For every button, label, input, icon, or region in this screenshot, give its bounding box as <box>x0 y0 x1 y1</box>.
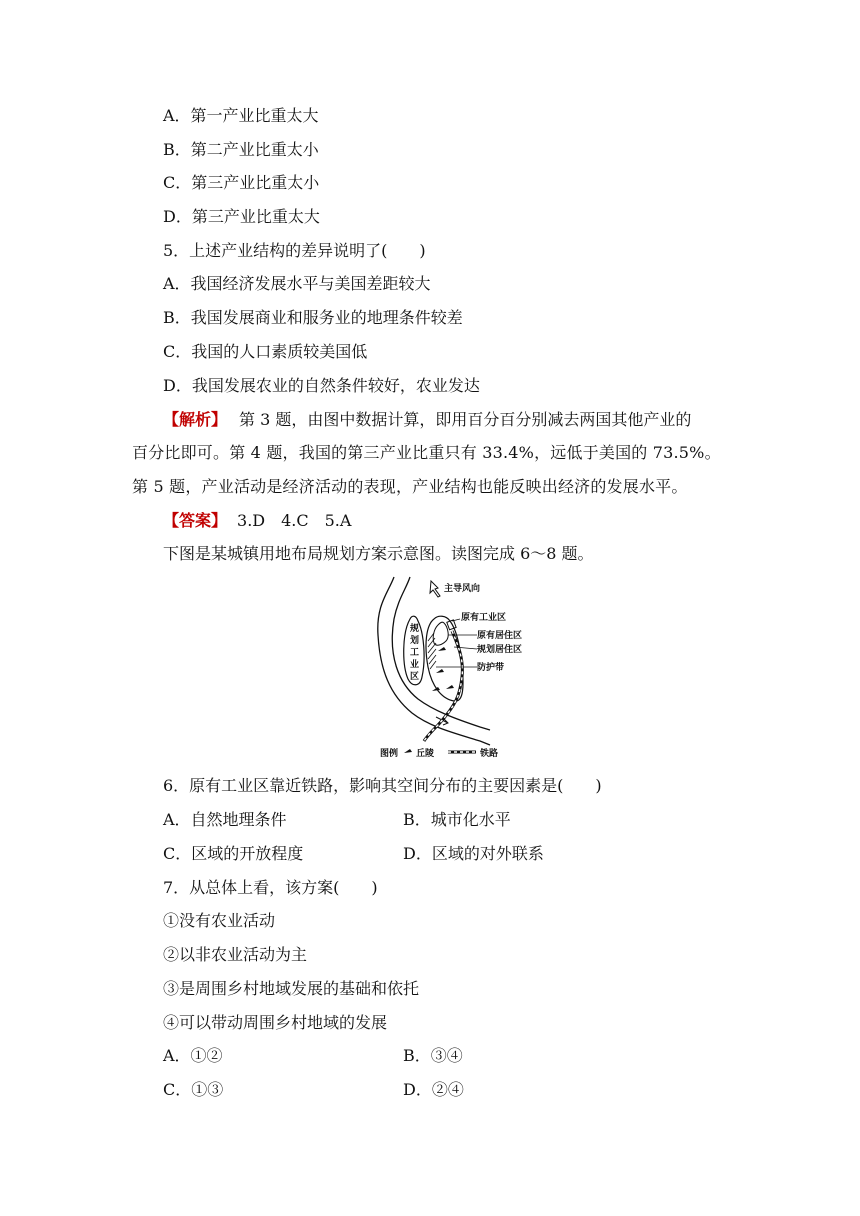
q6-option-a: A．自然地理条件 <box>163 810 287 829</box>
legend-hill-label: 丘陵 <box>416 749 435 759</box>
answer-line <box>163 510 351 532</box>
planned-industry-char-1: 规 <box>410 624 420 634</box>
q4-option-a: A．第一产业比重太大 <box>163 106 319 125</box>
q7-item-2: ②以非农业活动为主 <box>163 945 308 964</box>
old-residential-zone <box>433 622 448 645</box>
q7-item-3: ③是周围乡村地域发展的基础和依托 <box>163 979 420 998</box>
q5-stem: 5．上述产业结构的差异说明了( ) <box>163 241 426 260</box>
q7-stem: 7．从总体上看，该方案( ) <box>163 878 378 897</box>
q6-option-b: B．城市化水平 <box>403 810 511 829</box>
planned-industry-char-4: 业 <box>410 660 420 670</box>
analysis-text-1: 第 3 题，由图中数据计算，即用百分百分别减去两国其他产业的 <box>239 410 692 429</box>
river-bank-inner <box>392 577 490 730</box>
hill-icons <box>432 647 454 691</box>
analysis-line-3: 第 5 题，产业活动是经济活动的表现，产业结构也能反映出经济的发展水平。 <box>132 477 688 496</box>
planned-industry-char-5: 区 <box>410 672 420 682</box>
q7-option-a: A．①② <box>163 1046 223 1065</box>
q4-option-d: D．第三产业比重太大 <box>163 207 320 226</box>
q7-option-b: B．③④ <box>403 1046 463 1065</box>
q6-stem: 6．原有工业区靠近铁路，影响其空间分布的主要因素是( ) <box>163 776 602 795</box>
q7-option-d: D．②④ <box>403 1080 464 1099</box>
old-industry-zone <box>447 620 456 630</box>
wind-label: 主导风向 <box>444 584 481 594</box>
q5-option-a: A．我国经济发展水平与美国差距较大 <box>163 274 431 293</box>
q5-option-b: B．我国发展商业和服务业的地理条件较差 <box>163 308 463 327</box>
land-use-map <box>372 575 522 761</box>
answer-text: 3.D 4.C 5.A <box>237 511 352 530</box>
q7-item-1: ①没有农业活动 <box>163 911 276 930</box>
q5-option-c: C．我国的人口素质较美国低 <box>163 342 368 361</box>
buffer-zone-hatch <box>428 633 436 669</box>
old-residential-label: 原有居住区 <box>477 631 522 641</box>
q5-option-d: D．我国发展农业的自然条件较好，农业发达 <box>163 376 480 395</box>
answer-tag: 【答案】 <box>163 511 228 530</box>
legend-hill-icon <box>404 749 412 753</box>
planned-residential-zone <box>426 616 463 701</box>
q4-option-c: C．第三产业比重太小 <box>163 173 320 192</box>
q4-option-b: B．第二产业比重太小 <box>163 140 319 159</box>
wind-arrow-icon <box>430 581 440 597</box>
buffer-label: 防护带 <box>477 663 505 673</box>
analysis-tag: 【解析】 <box>163 410 228 429</box>
q6-option-c: C．区域的开放程度 <box>163 844 304 863</box>
planned-residential-label: 规划居住区 <box>477 645 522 655</box>
old-industry-label: 原有工业区 <box>461 613 507 623</box>
q6-option-d: D．区域的对外联系 <box>403 844 544 863</box>
planned-industry-char-2: 划 <box>410 636 420 646</box>
q7-item-4: ④可以带动周围乡村地域的发展 <box>163 1013 388 1032</box>
figure-intro: 下图是某城镇用地布局规划方案示意图。读图完成 6～8 题。 <box>163 544 594 563</box>
analysis-line-2: 百分比即可。第 4 题，我国的第三产业比重只有 33.4%，远低于美国的 73.5%。 <box>132 443 721 462</box>
q7-option-c: C．①③ <box>163 1080 224 1099</box>
legend-rail-label: 铁路 <box>480 749 499 759</box>
planned-industry-char-3: 工 <box>410 648 420 658</box>
legend-title: 图例 <box>380 749 399 759</box>
analysis-line-1 <box>163 409 691 431</box>
